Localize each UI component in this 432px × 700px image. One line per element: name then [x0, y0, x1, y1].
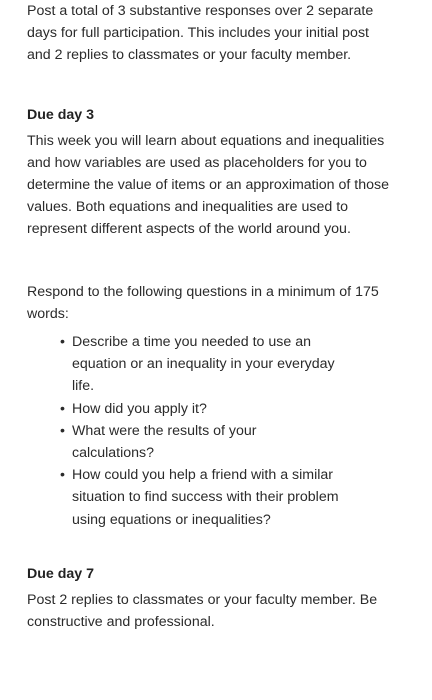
list-item	[60, 398, 340, 420]
question-text: What were the results of your calculations?	[72, 422, 257, 462]
question-list	[27, 331, 340, 531]
intro-paragraph: Post a total of 3 substantive responses over 2 separate days for full participation. This includes your initial post and 2 replies to classmates or your faculty member.	[27, 3, 374, 64]
bullet-icon: •	[60, 334, 65, 351]
list-item	[60, 331, 340, 398]
question-text: Describe a time you needed to use an equation or an inequality in your everyday life.	[72, 334, 335, 395]
due-day-3-paragraph: This week you will learn about equations and inequalities and how variables are used as placeholders for you to determine the value of items or an approximation of those values. Both equations and inequalities are used to represent different aspects of the world around you.	[27, 132, 389, 238]
bullet-icon: •	[60, 467, 65, 484]
question-text: How did you apply it?	[72, 400, 207, 417]
bullet-icon: •	[60, 422, 65, 439]
respond-prompt: Respond to the following questions in a minimum of 175 words:	[27, 283, 379, 322]
bullet-icon: •	[60, 400, 65, 417]
list-item	[60, 464, 340, 531]
list-item	[60, 420, 340, 464]
due-day-7-heading: Due day 7	[27, 565, 95, 582]
due-day-7-paragraph: Post 2 replies to classmates or your faculty member. Be constructive and professional.	[27, 591, 378, 631]
question-text: How could you help a friend with a similar situation to find success with their problem using equations or inequalities?	[72, 467, 339, 528]
due-day-3-heading: Due day 3	[27, 106, 95, 123]
